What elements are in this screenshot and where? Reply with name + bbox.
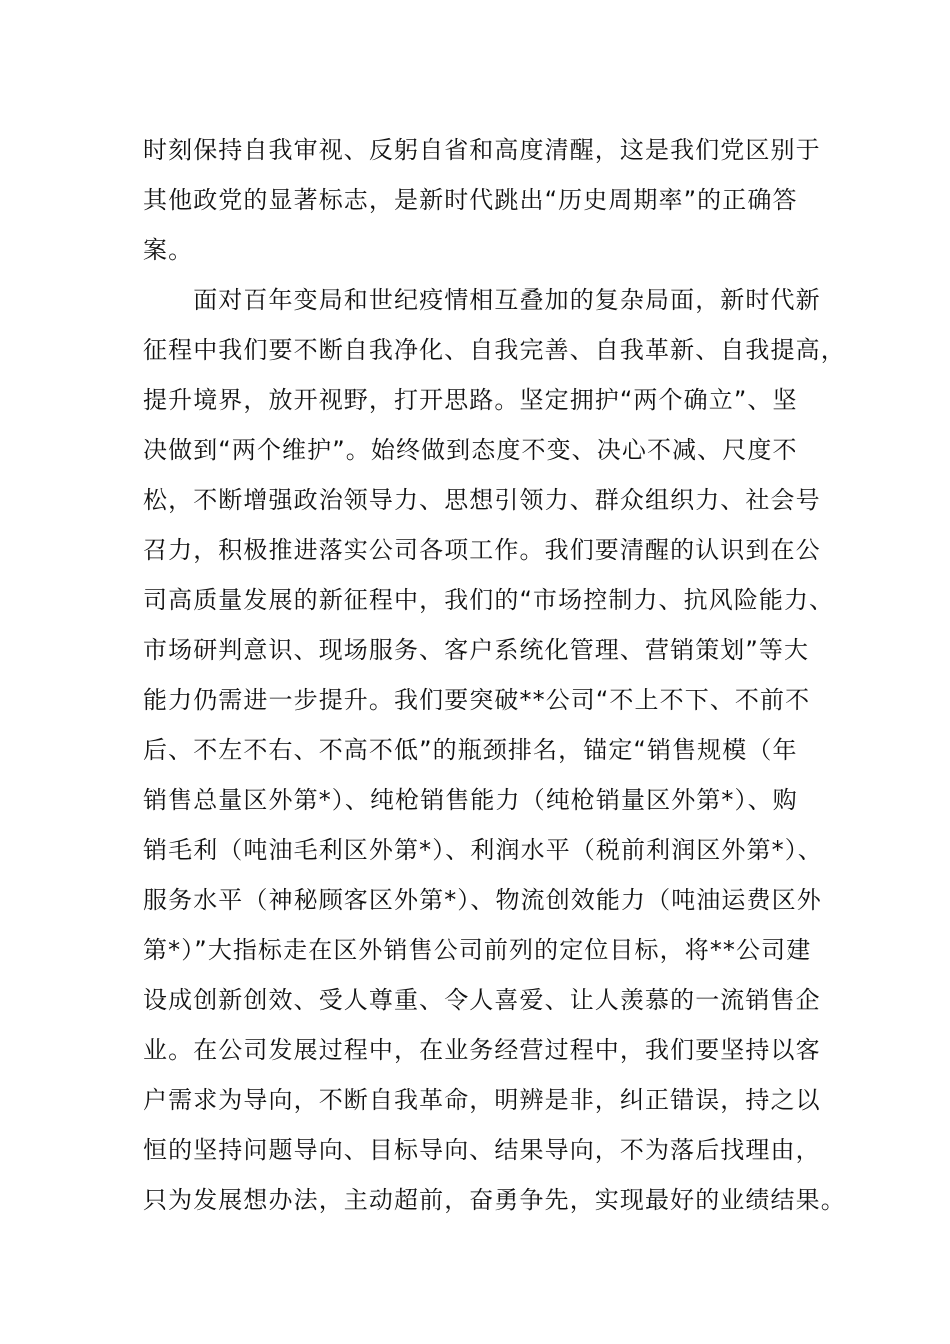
paragraph-line: 能力仍需进一步提升。我们要突破**公司“不上不下、不前不: [143, 686, 811, 714]
paragraph-line: 服务水平（神秘顾客区外第*）、物流创效能力（吨油运费区外: [143, 886, 822, 914]
paragraph-line: 时刻保持自我审视、反躬自省和高度清醒，这是我们党区别于: [143, 136, 821, 164]
paragraph-line: 案。: [143, 236, 194, 264]
paragraph-line: 恒的坚持问题导向、目标导向、结果导向，不为落后找理由，: [143, 1136, 821, 1164]
paragraph-line: 其他政党的显著标志，是新时代跳出“历史周期率”的正确答: [143, 186, 798, 214]
paragraph-line: 销毛利（吨油毛利区外第*）、利润水平（税前利润区外第*）、: [143, 836, 823, 864]
paragraph-line: 司高质量发展的新征程中，我们的“市场控制力、抗风险能力、: [143, 586, 835, 614]
paragraph-line: 提升境界，放开视野，打开思路。坚定拥护“两个确立”、坚: [143, 386, 798, 414]
paragraph-line: 户需求为导向，不断自我革命，明辨是非，纠正错误，持之以: [143, 1086, 821, 1114]
paragraph-line: 业。在公司发展过程中，在业务经营过程中，我们要坚持以客: [143, 1036, 821, 1064]
paragraph-line: 松，不断增强政治领导力、思想引领力、群众组织力、社会号: [143, 486, 821, 514]
paragraph-line: 面对百年变局和世纪疫情相互叠加的复杂局面，新时代新: [143, 286, 821, 314]
paragraph-line: 召力，积极推进落实公司各项工作。我们要清醒的认识到在公: [143, 536, 821, 564]
paragraph-line: 只为发展想办法，主动超前，奋勇争先，实现最好的业绩结果。: [143, 1186, 846, 1214]
paragraph-line: 设成创新创效、受人尊重、令人喜爱、让人羡慕的一流销售企: [143, 986, 821, 1014]
paragraph-line: 第*）”大指标走在区外销售公司前列的定位目标，将**公司建: [143, 936, 812, 964]
paragraph-line: 市场研判意识、现场服务、客户系统化管理、营销策划”等大: [143, 636, 810, 664]
paragraph-line: 后、不左不右、不高不低”的瓶颈排名，锚定“销售规模（年: [143, 736, 798, 764]
paragraph-line: 决做到“两个维护”。始终做到态度不变、决心不减、尺度不: [143, 436, 798, 464]
paragraph-line: 征程中我们要不断自我净化、自我完善、自我革新、自我提高，: [143, 336, 846, 364]
paragraph-line: 销售总量区外第*）、纯枪销售能力（纯枪销量区外第*）、购: [143, 786, 798, 814]
